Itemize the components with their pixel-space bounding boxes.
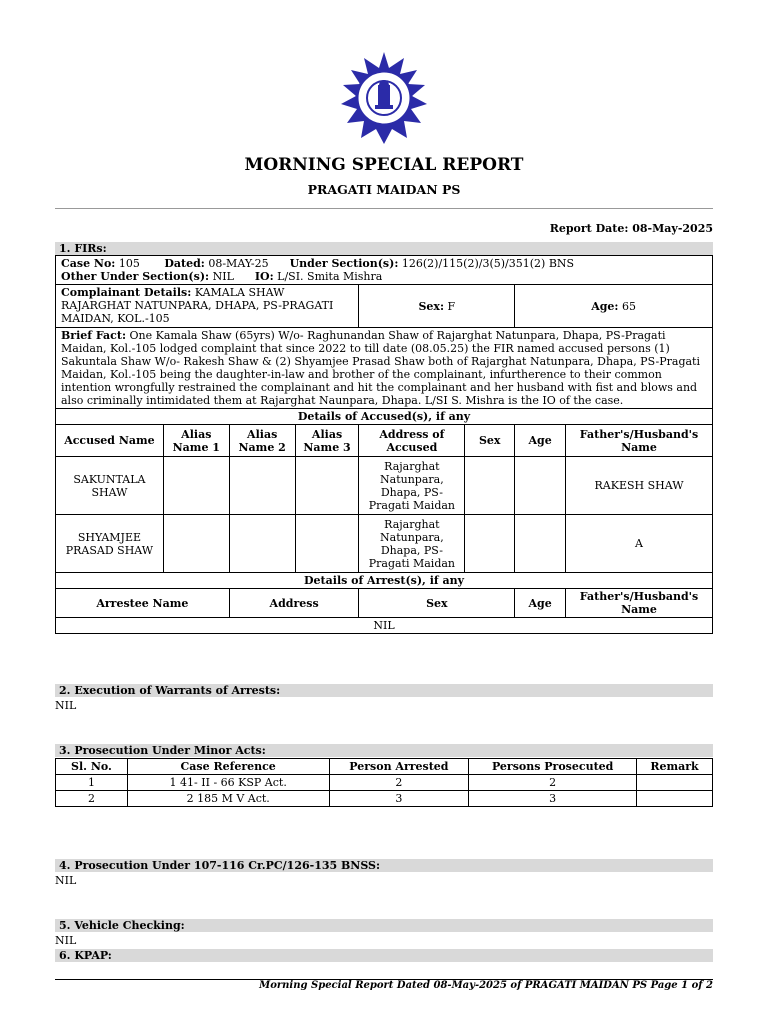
other-section-value: NIL <box>212 270 234 283</box>
other-section-label: Other Under Section(s): <box>61 270 210 283</box>
col-arrest-address: Address <box>229 589 359 618</box>
col-arrestee-name: Arrestee Name <box>56 589 230 618</box>
sl-no: 2 <box>56 791 128 807</box>
age-value: 65 <box>621 299 636 313</box>
sex-label: Sex: <box>418 299 445 313</box>
section-minor-acts-heading: 3. Prosecution Under Minor Acts: <box>55 744 713 757</box>
case-no-label: Case No: <box>61 257 116 270</box>
sl-no: 1 <box>56 775 128 791</box>
complainant-row <box>56 285 713 328</box>
accused-sex <box>465 457 515 515</box>
case-reference: 1 41- II - 66 KSP Act. <box>127 775 329 791</box>
col-arrest-age: Age <box>515 589 566 618</box>
brief-fact-row <box>56 328 713 409</box>
minor-acts-header-row <box>56 759 713 775</box>
io-label: IO: <box>254 270 274 283</box>
warrants-value: NIL <box>55 699 77 712</box>
dated-value: 08-MAY-25 <box>208 257 269 270</box>
accused-alias3 <box>295 457 359 515</box>
kolkata-police-logo <box>333 52 435 144</box>
case-no-value: 105 <box>118 257 140 270</box>
page-title: MORNING SPECIAL REPORT <box>244 155 524 175</box>
col-arrest-sex: Sex <box>359 589 515 618</box>
section-firs-heading: 1. FIRs: <box>55 242 713 255</box>
section-vehicle-heading: 5. Vehicle Checking: <box>55 919 713 932</box>
accused-relation: A <box>566 515 713 573</box>
remark <box>637 791 713 807</box>
col-arrest-relation: Father's/Husband's Name <box>566 589 713 618</box>
col-sl-no: Sl. No. <box>56 759 128 775</box>
accused-alias3 <box>295 515 359 573</box>
io-value: L/SI. Smita Mishra <box>277 270 383 283</box>
report-date <box>550 222 713 235</box>
vehicle-value: NIL <box>55 934 77 947</box>
age-label: Age: <box>591 299 619 313</box>
page-footer: Morning Special Report Dated 08-May-2025 of PRAGATI MAIDAN PS Page 1 of 2 <box>259 980 713 991</box>
accused-address: Rajarghat Natunpara, Dhapa, PS-Pragati Maidan <box>359 515 465 573</box>
col-case-reference: Case Reference <box>127 759 329 775</box>
dated-label: Dated: <box>164 257 205 270</box>
accused-header-row <box>56 425 713 457</box>
accused-name: SAKUNTALA SHAW <box>56 457 164 515</box>
accused-address: Rajarghat Natunpara, Dhapa, PS-Pragati Maidan <box>359 457 465 515</box>
col-age: Age <box>515 425 566 457</box>
col-relation: Father's/Husband's Name <box>566 425 713 457</box>
brief-fact-text: One Kamala Shaw (65yrs) W/o- Raghunandan Shaw of Rajarghat Natunpara, Dhapa, PS-Pragati Maidan, Kol.-105 lodged complaint that since 2022 to till date (08.05.25) the FIR named accused persons (1) Sakuntala Shaw W/o- Rakesh Shaw & (2) Shyamjee Prasad Shaw both of Rajarghat Natunpara, Dhapa, PS-Pragati Maidan, Kol.-105 being the daughter-in-law and brother of the complainant, infurtherence to their common intention wrongfully restrained the complainant and hit the complainant and her husband with fist and blows and also criminally intimidated them at Rajarghat Naunpara, Dhapa. L/SI S. Mishra is the IO of the case. <box>61 329 700 407</box>
accused-relation: RAKESH SHAW <box>566 457 713 515</box>
header-divider <box>55 208 713 209</box>
accused-alias1 <box>163 515 229 573</box>
col-alias-3: Alias Name 3 <box>295 425 359 457</box>
report-date-value: 08-May-2025 <box>632 222 713 235</box>
col-persons-prosecuted: Persons Prosecuted <box>469 759 637 775</box>
col-address: Address of Accused <box>359 425 465 457</box>
remark <box>637 775 713 791</box>
col-alias-1: Alias Name 1 <box>163 425 229 457</box>
table-row <box>56 515 713 573</box>
fir-table <box>55 255 713 634</box>
section-kpap-heading: 6. KPAP: <box>55 949 713 962</box>
case-reference: 2 185 M V Act. <box>127 791 329 807</box>
report-date-label: Report Date: <box>549 222 629 235</box>
accused-age <box>515 515 566 573</box>
accused-name: SHYAMJEE PRASAD SHAW <box>56 515 164 573</box>
person-arrested: 3 <box>329 791 469 807</box>
table-row <box>56 791 713 807</box>
col-accused-name: Accused Name <box>56 425 164 457</box>
accused-alias2 <box>229 457 295 515</box>
col-sex: Sex <box>465 425 515 457</box>
fir-case-row <box>56 256 713 285</box>
table-row <box>56 775 713 791</box>
accused-age <box>515 457 566 515</box>
persons-prosecuted: 2 <box>469 775 637 791</box>
accused-sex <box>465 515 515 573</box>
person-arrested: 2 <box>329 775 469 791</box>
section-crpc-heading: 4. Prosecution Under 107-116 Cr.PC/126-135 BNSS: <box>55 859 713 872</box>
complainant-label: Complainant Details: <box>61 286 192 299</box>
under-section-value: 126(2)/115(2)/3(5)/351(2) BNS <box>401 257 575 270</box>
arrest-nil: NIL <box>56 618 713 634</box>
accused-alias1 <box>163 457 229 515</box>
accused-alias2 <box>229 515 295 573</box>
sex-value: F <box>447 299 456 313</box>
arrest-heading: Details of Arrest(s), if any <box>304 574 464 587</box>
accused-heading: Details of Accused(s), if any <box>297 410 471 423</box>
brief-fact-label: Brief Fact: <box>61 329 127 342</box>
arrest-header-row <box>56 589 713 618</box>
police-station-name: PRAGATI MAIDAN PS <box>307 182 461 197</box>
table-row <box>56 457 713 515</box>
persons-prosecuted: 3 <box>469 791 637 807</box>
col-remark: Remark <box>637 759 713 775</box>
complainant-name: KAMALA SHAW <box>194 286 285 299</box>
col-person-arrested: Person Arrested <box>329 759 469 775</box>
section-warrants-heading: 2. Execution of Warrants of Arrests: <box>55 684 713 697</box>
complainant-address: RAJARGHAT NATUNPARA, DHAPA, PS-PRAGATI MAIDAN, KOL.-105 <box>61 299 334 325</box>
minor-acts-table <box>55 758 713 807</box>
col-alias-2: Alias Name 2 <box>229 425 295 457</box>
crpc-value: NIL <box>55 874 77 887</box>
under-section-label: Under Section(s): <box>289 257 399 270</box>
